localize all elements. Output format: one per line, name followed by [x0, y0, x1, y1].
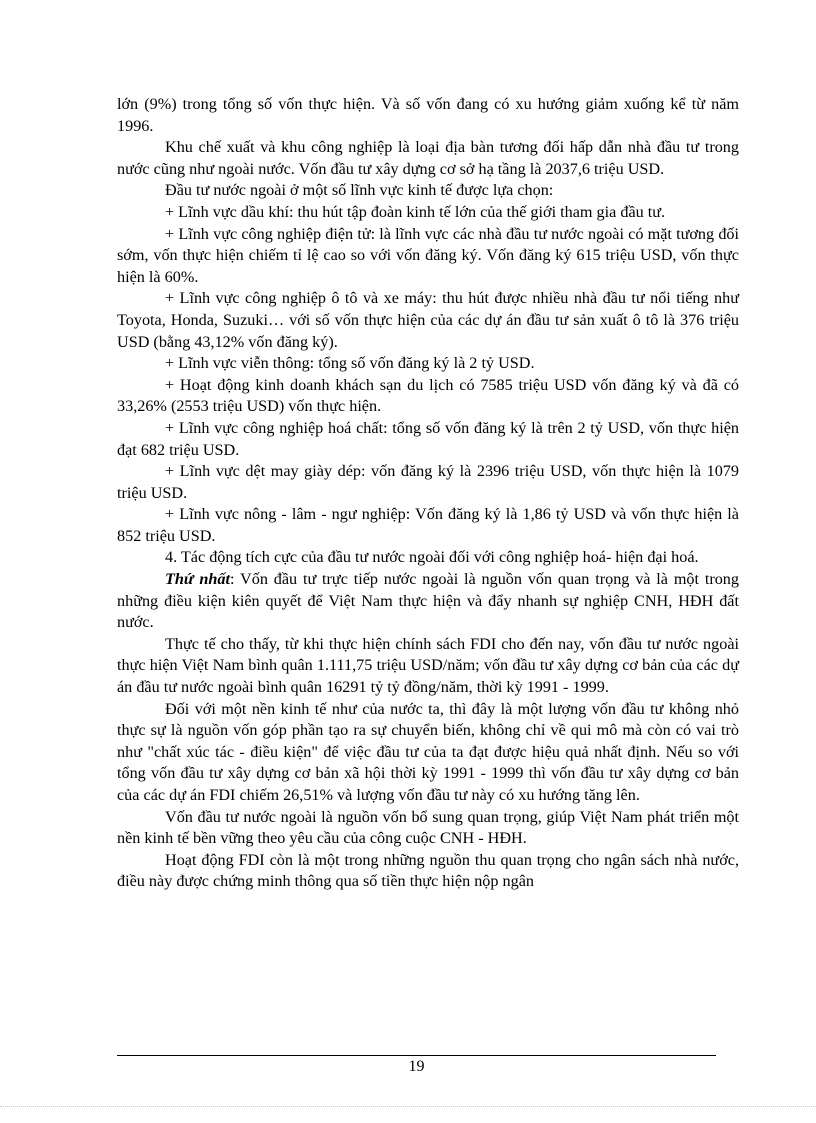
paragraph-17: Hoạt động FDI còn là một trong những nguồn thu quan trọng cho ngân sách nhà nước, điều này được chứng minh thông qua số tiền thực hiện nộp ngân [117, 850, 739, 891]
paragraph-9: + Lĩnh vực công nghiệp hoá chất: tổng số vốn đăng ký là trên 2 tỷ USD, vốn thực hiện đạt 682 triệu USD. [117, 418, 739, 459]
lead-phrase: Thứ nhất [165, 570, 231, 589]
paragraph-7: + Lĩnh vực viễn thông: tổng số vốn đăng ký là 2 tỷ USD. [165, 354, 535, 373]
page-number: 19 [408, 1058, 425, 1075]
paragraph-8: + Hoạt động kinh doanh khách sạn du lịch có 7585 triệu USD vốn đăng ký và đã có 33,26% (2553 triệu USD) vốn thực hiện. [117, 375, 739, 416]
paragraph-1: lớn (9%) trong tổng số vốn thực hiện. Và số vốn đang có xu hướng giảm xuống kể từ năm 1996. [117, 95, 739, 135]
paragraph-14: Thực tế cho thấy, từ khi thực hiện chính sách FDI cho đến nay, vốn đầu tư nước ngoài thực hiện Việt Nam bình quân 1.111,75 triệu USD/năm; vốn đầu tư xây dựng cơ bản của các dự án đầu tư nước ngoài bình quân 16291 tỷ tỷ đồng/năm, thời kỳ 1991 - 1999. [117, 634, 739, 697]
page-edge-dots [0, 1106, 816, 1107]
paragraph-15: Đối với một nền kinh tế như của nước ta, thì đây là một lượng vốn đầu tư không nhỏ thực sự là nguồn vốn góp phần tạo ra sự chuyển biến, không chỉ về qui mô mà còn có vai trò như "chất xúc tác - điều kiện" để việc đầu tư của ta đạt được hiệu quả nhất định. Nếu so với tổng vốn đầu tư xây dựng cơ bản xã hội thời kỳ 1991 - 1999 thì vốn đầu tư xây dựng cơ bản của các dự án FDI chiếm 26,51% và lượng vốn đầu tư này có xu hướng tăng lên. [117, 699, 739, 804]
footer-rule [117, 1055, 716, 1056]
paragraph-11: + Lĩnh vực nông - lâm - ngư nghiệp: Vốn đăng ký là 1,86 tỷ USD và vốn thực hiện là 852 triệu USD. [117, 505, 739, 545]
paragraph-5: + Lĩnh vực công nghiệp điện tử: là lĩnh vực các nhà đầu tư nước ngoài có mặt tương đối sớm, vốn thực hiện chiếm tỉ lệ cao so với vốn đăng ký. Vốn đăng ký 615 triệu USD, vốn thực hiện là 60%. [117, 224, 739, 286]
paragraph-6: + Lĩnh vực công nghiệp ô tô và xe máy: thu hút được nhiều nhà đầu tư nổi tiếng như Toyota, Honda, Suzuki… với số vốn thực hiện của các dự án đầu tư sản xuất ô tô là 376 triệu USD (bằng 43,12% vốn đăng ký). [117, 289, 739, 351]
paragraph-2: Khu chế xuất và khu công nghiệp là loại địa bàn tương đối hấp dẫn nhà đầu tư trong nước cũng như ngoài nước. Vốn đầu tư xây dựng cơ sở hạ tầng là 2037,6 triệu USD. [117, 138, 739, 178]
paragraph-first-point [117, 569, 739, 634]
section-heading-4: 4. Tác động tích cực của đầu tư nước ngoài đối với công nghiệp hoá- hiện đại hoá. [165, 548, 699, 567]
paragraph-3: Đầu tư nước ngoài ở một số lĩnh vực kinh tế được lựa chọn: [165, 181, 554, 200]
paragraph-10: + Lĩnh vực dệt may giày dép: vốn đăng ký là 2396 triệu USD, vốn thực hiện là 1079 triệu USD. [117, 462, 739, 502]
lead-paragraph-text: : Vốn đầu tư trực tiếp nước ngoài là nguồn vốn quan trọng và là một trong những điều kiện kiên quyết để Việt Nam thực hiện và đẩy nhanh sự nghiệp CNH, HĐH đất nước. [117, 570, 739, 632]
paragraph-16: Vốn đầu tư nước ngoài là nguồn vốn bổ sung quan trọng, giúp Việt Nam phát triển một nền kinh tế bền vững theo yêu cầu của công cuộc CNH - HĐH. [117, 807, 739, 848]
paragraph-4: + Lĩnh vực dầu khí: thu hút tập đoàn kinh tế lớn của thế giới tham gia đầu tư. [165, 202, 666, 221]
body-text [117, 94, 739, 893]
